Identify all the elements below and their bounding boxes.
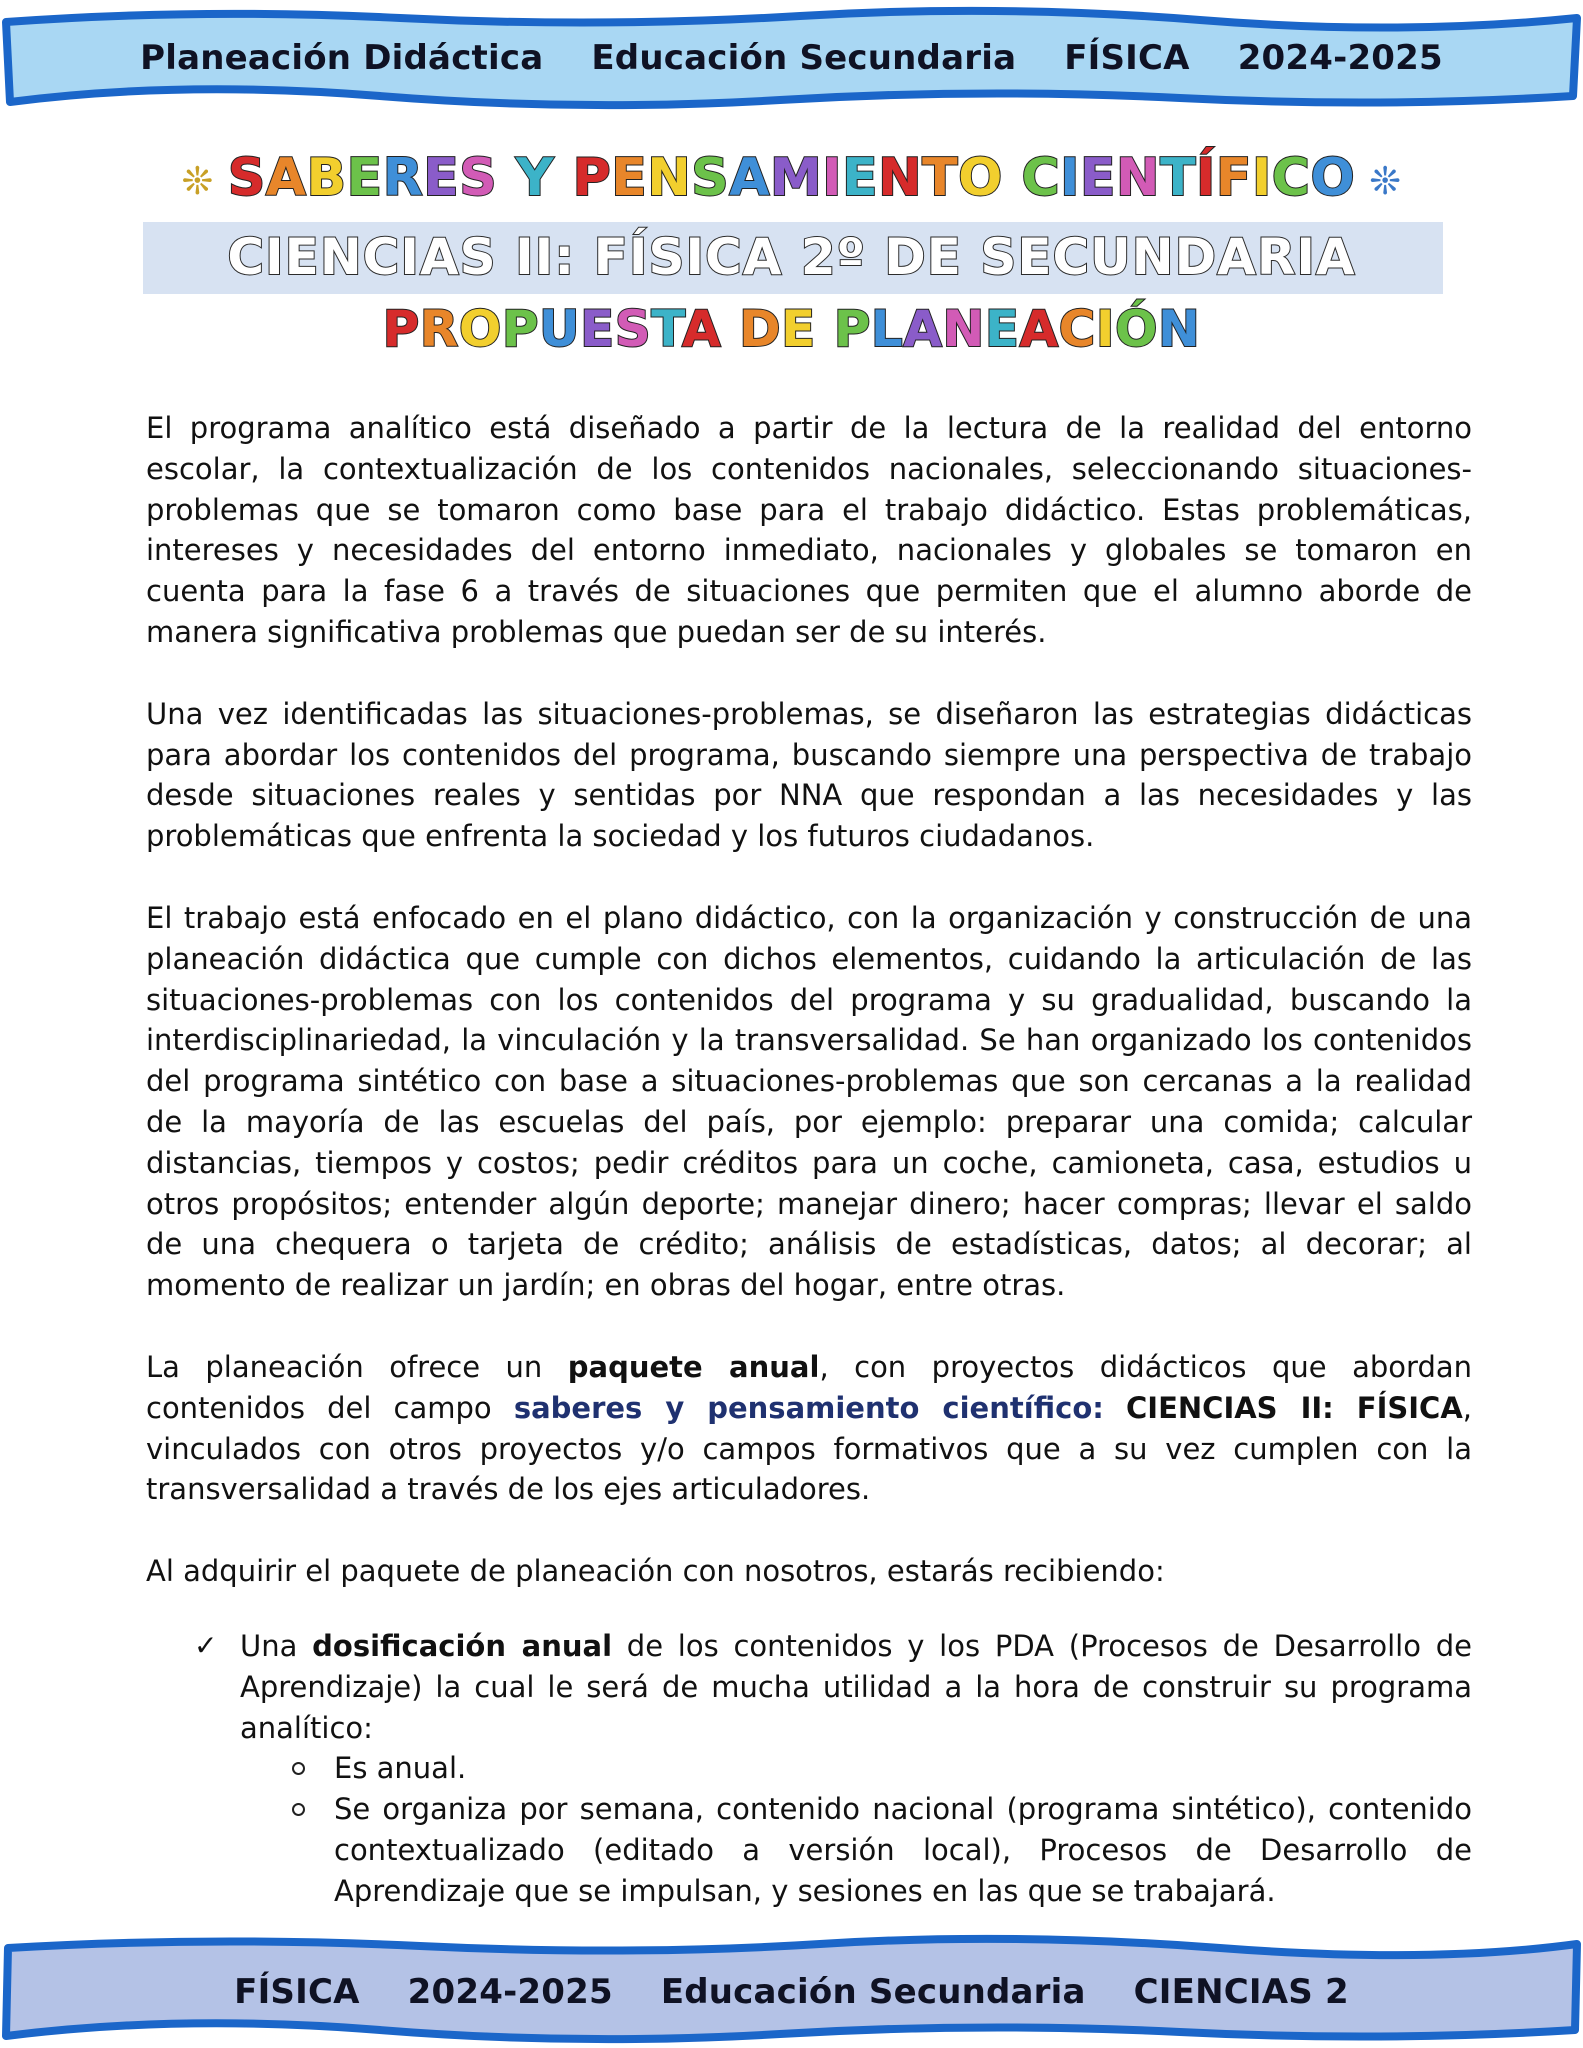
- header-part: Planeación Didáctica: [140, 38, 544, 78]
- header-text: [0, 38, 1583, 78]
- header-part: 2024-2025: [1237, 38, 1443, 78]
- title-letter: E: [611, 148, 648, 208]
- header-part: Educación Secundaria: [591, 38, 1017, 78]
- paragraph: Una vez identificadas las situaciones-problemas, se diseñaron las estrategias didácticas para abordar los contenidos del programa, buscando siempre una perspectiva de trabajo desde situaciones reales y sentidas por NNA que respondan a las necesidades y las problemáticas que enfrenta la sociedad y los futuros ciudadanos.: [146, 696, 1472, 854]
- title-letter: E: [842, 148, 879, 208]
- title-letter: A: [265, 148, 307, 208]
- footer-part: 2024-2025: [407, 1972, 613, 2012]
- title-letter: D: [739, 300, 782, 358]
- title-letter: C: [1021, 148, 1061, 208]
- bold-text: CIENCIAS II: FÍSICA: [1126, 1390, 1463, 1425]
- sublist-item: [288, 1748, 1472, 1789]
- title-letter: U: [538, 300, 581, 358]
- title-letter: [816, 300, 834, 358]
- title-letter: S: [227, 148, 266, 208]
- title-letter: Ó: [1114, 300, 1158, 358]
- text-run: Se organiza por semana, contenido nacional (programa sintético), contenido contextualizado (editado a versión local), Procesos de Desarrollo de Aprendizaje que se impulsan, y sesiones en las que se trabajará.: [334, 1792, 1472, 1908]
- paragraph: [146, 1347, 1472, 1510]
- title-letter: P: [833, 300, 871, 358]
- title-letter: P: [501, 300, 539, 358]
- title-letter: N: [1158, 300, 1201, 358]
- header-part: FÍSICA: [1064, 38, 1190, 78]
- text-run: , vinculados con otros proyectos y/o campos formativos que a su vez cumplen con la transversalidad a través de los ejes articuladores.: [146, 1390, 1472, 1507]
- paragraph: El programa analítico está diseñado a partir de la lectura de la realidad del entorno escolar, la contextualización de los contenidos nacionales, seleccionando situaciones-problemas que se tomaron como base para el trabajo didáctico. Estas problemáticas, intereses y necesidades del entorno inmediato, nacionales y globales se tomaron en cuenta para la fase 6 a través de situaciones que permiten que el alumno aborde de manera significativa problemas que puedan ser de su interés.: [146, 411, 1472, 649]
- title-letter: N: [1116, 148, 1161, 208]
- subtitle: CIENCIAS II: FÍSICA 2º DE SECUNDARIA: [227, 228, 1356, 286]
- title-letter: E: [781, 300, 816, 358]
- title-letter: B: [306, 148, 347, 208]
- title-letter: S: [614, 300, 652, 358]
- title-letter: [1003, 148, 1022, 208]
- sun-ornament-icon: ❊: [181, 159, 214, 203]
- title-letter: R: [419, 300, 459, 358]
- title-letter: M: [769, 148, 823, 208]
- sun-ornament-icon: ❊: [1369, 159, 1402, 203]
- title-letter: E: [423, 148, 460, 208]
- title-letter: A: [903, 300, 943, 358]
- document-body: [146, 408, 1472, 1912]
- title-letter: N: [942, 300, 985, 358]
- text-run: La planeación ofrece un: [146, 1349, 568, 1384]
- title-letter: S: [459, 148, 498, 208]
- title-letter: [721, 300, 739, 358]
- title-letter: E: [346, 148, 383, 208]
- sublist-item: [288, 1789, 1472, 1911]
- title-letter: T: [651, 300, 682, 358]
- title-letter: I: [1095, 300, 1115, 358]
- title-letter: A: [682, 300, 722, 358]
- title-letter: I: [1060, 148, 1080, 208]
- title-letter: C: [1271, 148, 1311, 208]
- title-letter: I: [1251, 148, 1272, 208]
- checkmark-icon: ✓: [194, 1628, 218, 1662]
- title-letter: R: [382, 148, 424, 208]
- title-letter: C: [1058, 300, 1096, 358]
- title-letter: N: [878, 148, 923, 208]
- title-letter: Y: [515, 148, 554, 208]
- title-letter: [554, 148, 573, 208]
- title-letter: E: [1080, 148, 1117, 208]
- text-run: de los contenidos y los PDA (Procesos de Desarrollo de Aprendizaje) la cual le será de mucha utilidad a la hora de construir su programa analítico:: [240, 1628, 1472, 1745]
- title-letter: Í: [1196, 148, 1216, 208]
- title-letter: F: [1215, 148, 1252, 208]
- proposal-title-text: [383, 300, 1201, 358]
- list-item: [194, 1626, 1472, 1912]
- title-letter: I: [822, 148, 843, 208]
- title-letter: T: [1160, 148, 1197, 208]
- text-run: Es anual.: [334, 1751, 467, 1786]
- title-letter: N: [647, 148, 692, 208]
- main-title-text: [228, 148, 1355, 208]
- footer-part: Educación Secundaria: [660, 1972, 1086, 2012]
- title-letter: [497, 148, 516, 208]
- proposal-title: [0, 300, 1583, 358]
- title-letter: P: [572, 148, 612, 208]
- paragraph: Al adquirir el paquete de planeación con nosotros, estarás recibiendo:: [146, 1554, 1165, 1589]
- sublist: [240, 1748, 1472, 1911]
- title-letter: P: [382, 300, 420, 358]
- footer-banner: [0, 1918, 1583, 2048]
- title-letter: A: [1019, 300, 1059, 358]
- title-letter: E: [580, 300, 615, 358]
- title-letter: O: [458, 300, 502, 358]
- title-letter: T: [922, 148, 959, 208]
- title-letter: O: [1310, 148, 1356, 208]
- title-letter: E: [984, 300, 1020, 358]
- circle-bullet-icon: [292, 1762, 305, 1775]
- title-letter: S: [691, 148, 730, 208]
- title-letter: L: [870, 300, 904, 358]
- footer-text: [0, 1972, 1583, 2012]
- main-title: [0, 148, 1583, 208]
- title-letter: O: [958, 148, 1003, 208]
- highlight-text: saberes y pensamiento científico:: [513, 1390, 1104, 1425]
- circle-bullet-icon: [292, 1803, 305, 1816]
- header-banner: [0, 0, 1583, 130]
- text-run: , con proyectos didácticos que abordan contenidos del campo: [146, 1349, 1472, 1425]
- text-run: [1104, 1391, 1126, 1425]
- bold-text: dosificación anual: [312, 1628, 613, 1663]
- footer-part: CIENCIAS 2: [1133, 1972, 1349, 2012]
- footer-part: FÍSICA: [234, 1972, 360, 2012]
- paragraph: El trabajo está enfocado en el plano didáctico, con la organización y construcción de una planeación didáctica que cumple con dichos elementos, cuidando la articulación de las situaciones-problemas con los contenidos del programa y su gradualidad, buscando la interdisciplinariedad, la vinculación y la transversalidad. Se han organizado los contenidos del programa sintético con base a situaciones-problemas que son cercanas a la realidad de la mayoría de las escuelas del país, por ejemplo: preparar una comida; calcular distancias, tiempos y costos; pedir créditos para un coche, camioneta, casa, estudios u otros propósitos; entender algún deporte; manejar dinero; hacer compras; llevar el saldo de una chequera o tarjeta de crédito; análisis de estadísticas, datos; al decorar; al momento de realizar un jardín; en obras del hogar, entre otras.: [146, 900, 1472, 1303]
- bold-text: paquete anual: [567, 1349, 820, 1384]
- text-run: Una: [240, 1628, 313, 1663]
- title-letter: A: [729, 148, 770, 208]
- checklist: [146, 1626, 1472, 1912]
